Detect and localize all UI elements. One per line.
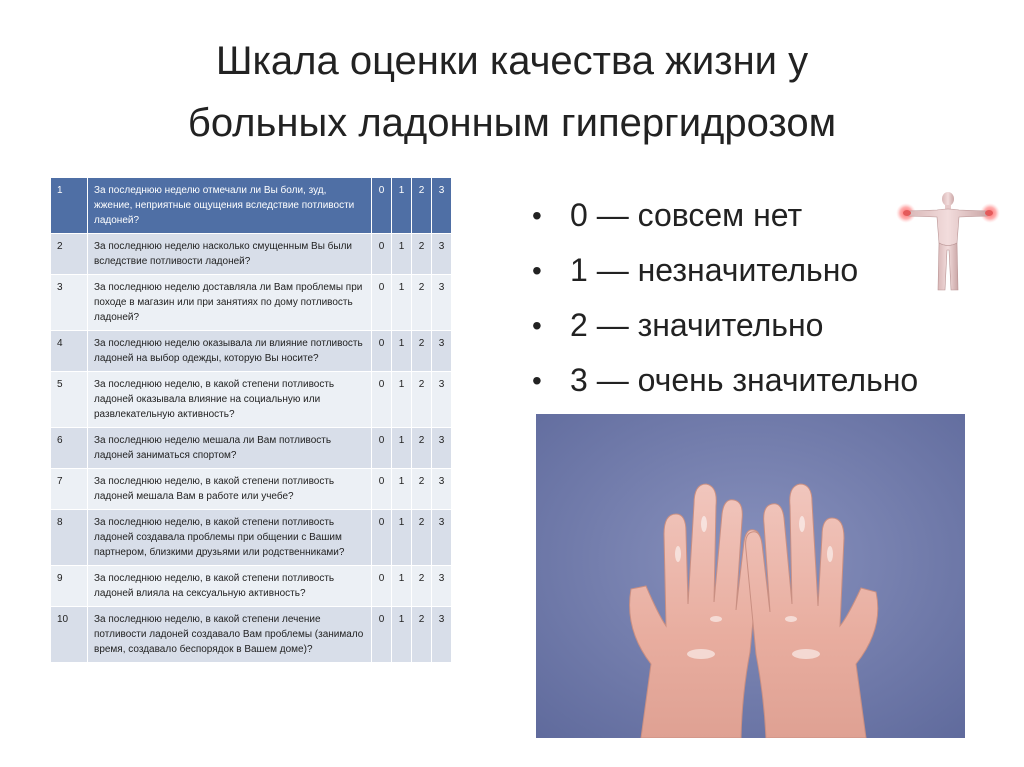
score-1: 1 xyxy=(392,510,412,566)
question-number: 10 xyxy=(51,607,88,663)
question-number: 6 xyxy=(51,428,88,469)
table-row xyxy=(51,275,452,331)
table-row xyxy=(51,607,452,663)
slide-title xyxy=(40,30,984,154)
question-text: За последнюю неделю, в какой степени потливость ладоней создавала проблемы при общении с Вашим партнером, близкими друзьями или родственниками? xyxy=(88,510,372,566)
slide-title-line-2: больных ладонным гипергидрозом xyxy=(187,101,837,145)
table-row xyxy=(51,331,452,372)
question-number: 2 xyxy=(51,234,88,275)
question-number: 5 xyxy=(51,372,88,428)
score-0: 0 xyxy=(372,372,392,428)
score-1: 1 xyxy=(392,607,412,663)
question-text: За последнюю неделю оказывала ли влияние потливость ладоней на выбор одежды, которую Вы носите? xyxy=(88,331,372,372)
score-2: 2 xyxy=(412,234,432,275)
score-0: 0 xyxy=(372,510,392,566)
score-3: 3 xyxy=(432,331,452,372)
score-3: 3 xyxy=(432,607,452,663)
score-3: 3 xyxy=(432,178,452,234)
table-row xyxy=(51,234,452,275)
question-number: 9 xyxy=(51,566,88,607)
list-item xyxy=(530,188,918,243)
question-number: 4 xyxy=(51,331,88,372)
question-number: 3 xyxy=(51,275,88,331)
question-text: За последнюю неделю доставляла ли Вам проблемы при походе в магазин или при занятиях по дому потливость ладоней? xyxy=(88,275,372,331)
score-2: 2 xyxy=(412,469,432,510)
table-row xyxy=(51,510,452,566)
score-2: 2 xyxy=(412,428,432,469)
score-3: 3 xyxy=(432,566,452,607)
scale-item-text: 2 — значительно xyxy=(570,307,824,343)
score-2: 2 xyxy=(412,275,432,331)
score-1: 1 xyxy=(392,275,412,331)
scale-item-text: 3 — очень значительно xyxy=(570,362,919,398)
bullet: • xyxy=(532,365,542,396)
list-item xyxy=(530,353,918,408)
score-2: 2 xyxy=(412,607,432,663)
question-text: За последнюю неделю, в какой степени потливость ладоней оказывала влияние на социальную или развлекательную активность? xyxy=(88,372,372,428)
question-text: За последнюю неделю, в какой степени лечение потливости ладоней создавало Вам проблемы (занимало время, создавало беспорядок в Вашем доме)? xyxy=(88,607,372,663)
score-0: 0 xyxy=(372,275,392,331)
score-3: 3 xyxy=(432,428,452,469)
score-0: 0 xyxy=(372,607,392,663)
score-1: 1 xyxy=(392,428,412,469)
scale-item-text: 0 — совсем нет xyxy=(570,197,803,233)
question-text: За последнюю неделю, в какой степени потливость ладоней мешала Вам в работе или учебе? xyxy=(88,469,372,510)
table-row xyxy=(51,566,452,607)
table-row xyxy=(51,469,452,510)
question-text: За последнюю неделю отмечали ли Вы боли, зуд, жжение, неприятные ощущения вследствие потливости ладоней? xyxy=(88,178,372,234)
bullet: • xyxy=(532,255,542,286)
score-0: 0 xyxy=(372,469,392,510)
score-2: 2 xyxy=(412,372,432,428)
score-3: 3 xyxy=(432,469,452,510)
score-1: 1 xyxy=(392,331,412,372)
score-2: 2 xyxy=(412,178,432,234)
scale-item-text: 1 — незначительно xyxy=(570,252,859,288)
bullet: • xyxy=(532,200,542,231)
score-3: 3 xyxy=(432,234,452,275)
score-0: 0 xyxy=(372,178,392,234)
score-0: 0 xyxy=(372,234,392,275)
score-3: 3 xyxy=(432,372,452,428)
questionnaire-table xyxy=(50,177,452,663)
score-3: 3 xyxy=(432,510,452,566)
score-2: 2 xyxy=(412,331,432,372)
table-row xyxy=(51,428,452,469)
question-text: За последнюю неделю насколько смущенным Вы были вследствие потливости ладоней? xyxy=(88,234,372,275)
question-text: За последнюю неделю мешала ли Вам потливость ладоней заниматься спортом? xyxy=(88,428,372,469)
score-0: 0 xyxy=(372,428,392,469)
question-number: 1 xyxy=(51,178,88,234)
sweaty-palms-photo xyxy=(536,414,965,738)
score-1: 1 xyxy=(392,469,412,510)
question-number: 8 xyxy=(51,510,88,566)
score-1: 1 xyxy=(392,566,412,607)
slide-title-line-1: Шкала оценки качества жизни у xyxy=(215,39,809,83)
score-2: 2 xyxy=(412,510,432,566)
bullet: • xyxy=(532,310,542,341)
score-0: 0 xyxy=(372,331,392,372)
score-3: 3 xyxy=(432,275,452,331)
rating-scale-list xyxy=(530,188,918,408)
list-item xyxy=(530,243,918,298)
score-1: 1 xyxy=(392,234,412,275)
question-number: 7 xyxy=(51,469,88,510)
table-row xyxy=(51,372,452,428)
score-0: 0 xyxy=(372,566,392,607)
human-figure-icon xyxy=(893,188,1003,298)
list-item xyxy=(530,298,918,353)
question-text: За последнюю неделю, в какой степени потливость ладоней влияла на сексуальную активность? xyxy=(88,566,372,607)
table-row xyxy=(51,178,452,234)
score-1: 1 xyxy=(392,372,412,428)
score-1: 1 xyxy=(392,178,412,234)
score-2: 2 xyxy=(412,566,432,607)
